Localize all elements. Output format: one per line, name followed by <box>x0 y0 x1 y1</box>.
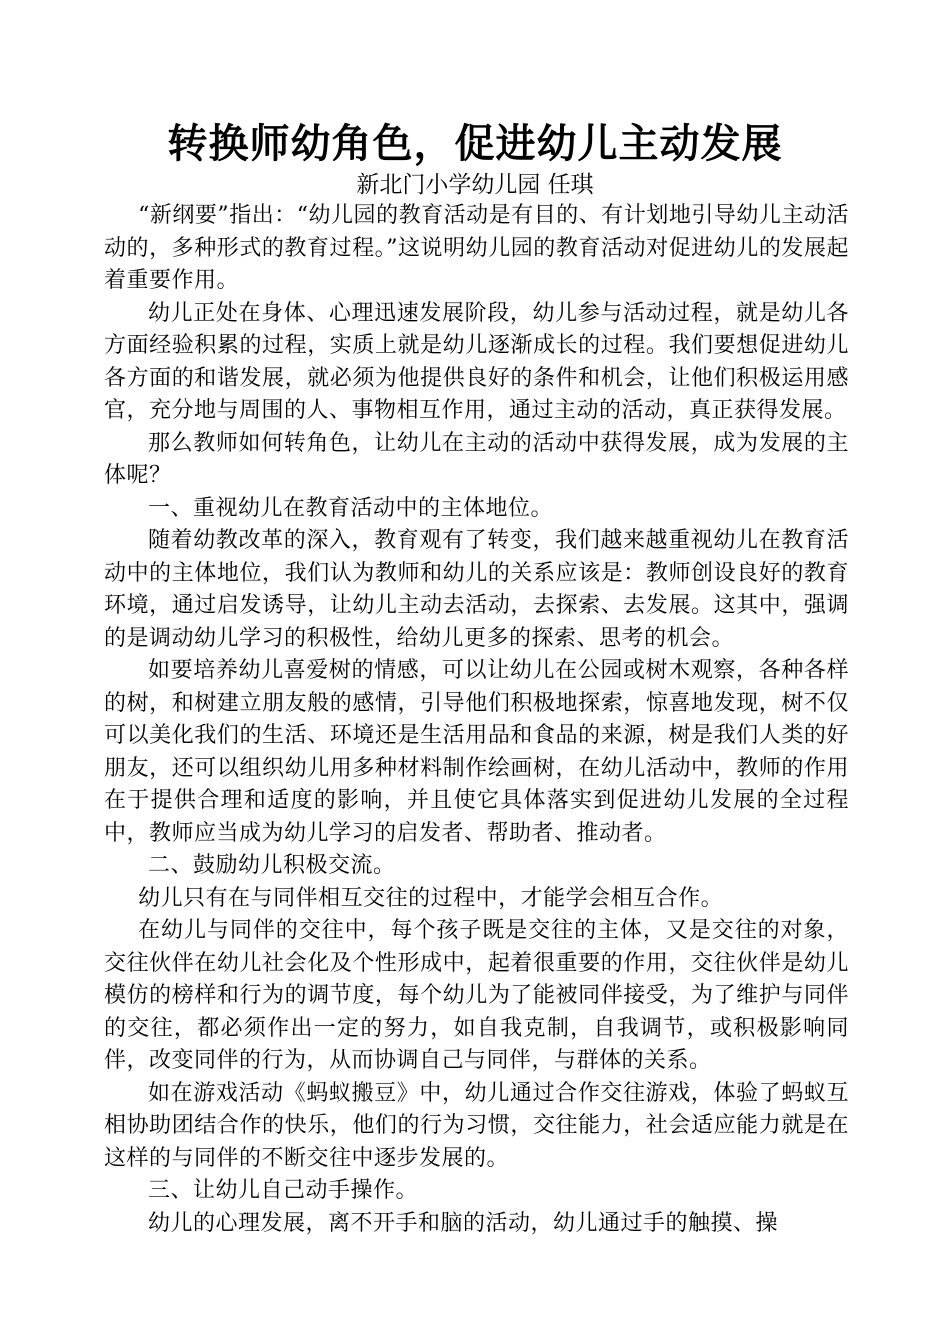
document-author: 新北门小学幼儿园 任琪 <box>356 172 594 198</box>
section-heading-3: 三、让幼儿自己动手操作。 <box>148 1178 419 1203</box>
paragraph: 那么教师如何转角色，让幼儿在主动的活动中获得发展，成为发展的主体呢？ <box>104 430 849 488</box>
paragraph-intro: “新纲要”指出：“幼儿园的教育活动是有目的、有计划地引导幼儿主动活动的，多种形式的教育过程。”这说明幼儿园的教育活动对促进幼儿的发展起着重要作用。 <box>104 203 849 293</box>
paragraph: 随着幼教改革的深入，教育观有了转变，我们越来越重视幼儿在教育活动中的主体地位，我们认为教师和幼儿的关系应该是：教师创设良好的教育环境，通过启发诱导，让幼儿主动去活动，去探索、去发展。这其中，强调的是调动幼儿学习的积极性，给幼儿更多的探索、思考的机会。 <box>104 528 849 651</box>
document-title: 转换师幼角色，促进幼儿主动发展 <box>167 121 783 167</box>
section-heading-2: 二、鼓励幼儿积极交流。 <box>148 853 396 878</box>
paragraph: 如在游戏活动《蚂蚁搬豆》中，幼儿通过合作交往游戏，体验了蚂蚁互相协助团结合作的快乐，他们的行为习惯，交往能力，社会适应能力就是在这样的与同伴的不断交往中逐步发展的。 <box>104 1080 849 1171</box>
paragraph: 在幼儿与同伴的交往中，每个孩子既是交往的主体，又是交往的对象，交往伙伴在幼儿社会化及个性形成中，起着很重要的作用，交往伙伴是幼儿模仿的榜样和行为的调节度，每个幼儿为了能被同伴接受，为了维护与同伴的交往，都必须作出一定的努力，如自我克制，自我调节，或积极影响同伴，改变同伴的行为，从而协调自己与同伴，与群体的关系。 <box>104 918 849 1073</box>
document-body <box>104 200 849 1240</box>
paragraph: 幼儿的心理发展，离不开手和脑的活动，幼儿通过手的触摸、操 <box>148 1210 779 1236</box>
paragraph: 幼儿正处在身体、心理迅速发展阶段，幼儿参与活动过程，就是幼儿各方面经验积累的过程，实质上就是幼儿逐渐成长的过程。我们要想促进幼儿各方面的和谐发展，就必须为他提供良好的条件和机会，让他们积极运用感官，充分地与周围的人、事物相互作用，通过主动的活动，真正获得发展。 <box>104 300 849 423</box>
paragraph: 如要培养幼儿喜爱树的情感，可以让幼儿在公园或树木观察，各种各样的树，和树建立朋友般的感情，引导他们积极地探索，惊喜地发现，树不仅可以美化我们的生活、环境还是生活用品和食品的来源，树是我们人类的好朋友，还可以组织幼儿用多种材料制作绘画树，在幼儿活动中，教师的作用在于提供合理和适度的影响，并且使它具体落实到促进幼儿发展的全过程中，教师应当成为幼儿学习的启发者、帮助者、推动者。 <box>104 658 849 846</box>
section-heading-1: 一、重视幼儿在教育活动中的主体地位。 <box>148 495 554 521</box>
paragraph: 幼儿只有在与同伴相互交往的过程中，才能学会相互合作。 <box>138 885 724 911</box>
